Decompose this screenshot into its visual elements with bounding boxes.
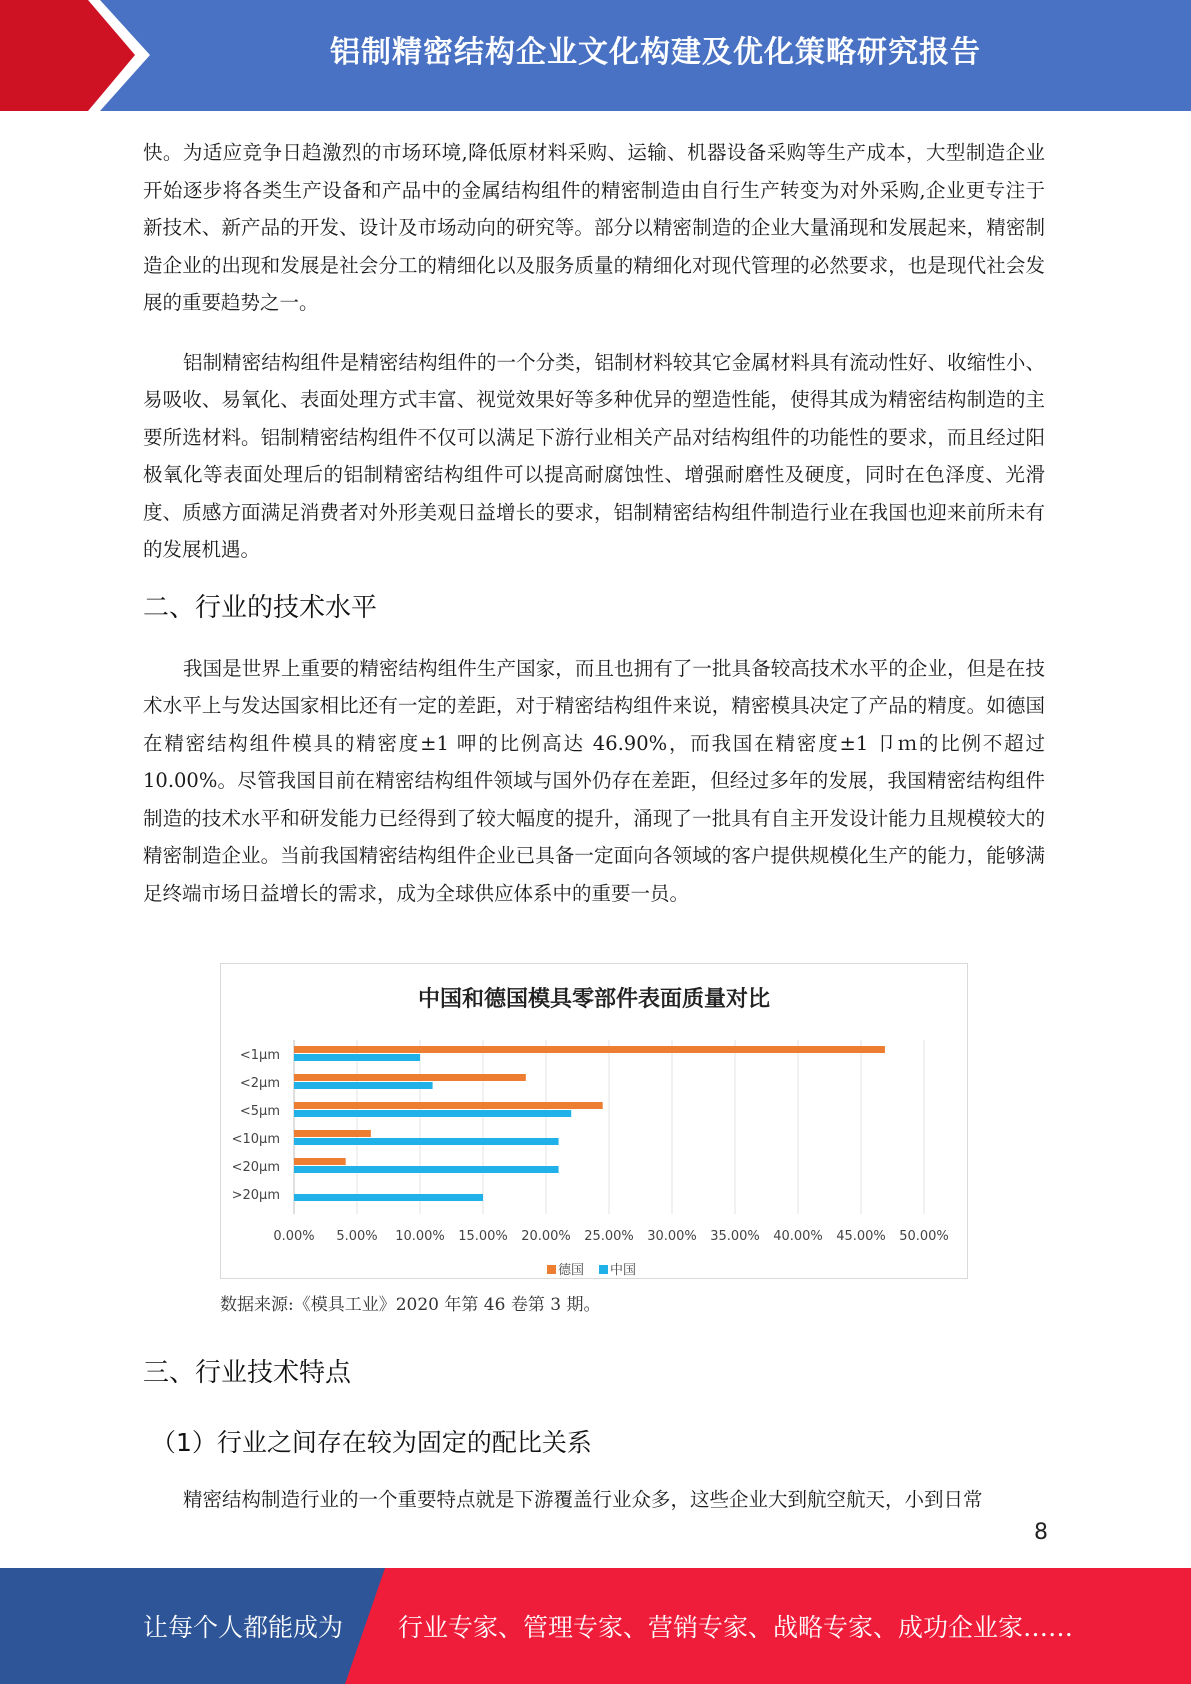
category-label: <5μm [239, 1104, 280, 1119]
bar-china [294, 1082, 433, 1089]
legend-label: 中国 [610, 1263, 637, 1278]
x-tick-label: 10.00% [395, 1229, 445, 1244]
x-tick-label: 5.00% [336, 1229, 378, 1244]
category-label: <10μm [231, 1132, 280, 1147]
legend-swatch [547, 1265, 556, 1274]
category-label: <20μm [231, 1160, 280, 1175]
x-tick-label: 15.00% [458, 1229, 508, 1244]
paragraph-tech-level: 我国是世界上重要的精密结构组件生产国家，而且也拥有了一批具备较高技术水平的企业，但是在技术水平上与发达国家相比还有一定的差距，对于精密结构组件来说，精密模具决定了产品的精度。如德国在精密结构组件模具的精密度±1 呷的比例高达 46.90%，而我国在精密度±1 卩ｍ的比例不超过 10.00%。尽管我国目前在精密结构组件领域与国外仍存在差距，但经过多年的发展，我国精密结构组件制造的技术水平和研发能力已经得到了较大幅度的提升，涌现了一批具有自主开发设计能力且规模较大的精密制造企业。当前我国精密结构组件企业已具备一定面向各领域的客户提供规模化生产的能力，能够满足终端市场日益增长的需求，成为全球供应体系中的重要一员。 [143, 656, 1045, 905]
bar-germany [294, 1046, 885, 1053]
category-label: <2μm [239, 1076, 280, 1091]
bar-china [294, 1110, 571, 1117]
category-label: <1μm [239, 1048, 280, 1063]
page-content [143, 134, 1045, 912]
x-tick-label: 30.00% [647, 1229, 697, 1244]
x-tick-label: 0.00% [273, 1229, 315, 1244]
page-footer [0, 1568, 1191, 1684]
bar-germany [294, 1130, 371, 1137]
bar-china [294, 1166, 559, 1173]
bar-germany [294, 1102, 603, 1109]
bar-germany [294, 1158, 346, 1165]
section-heading-tech-level: 二、行业的技术水平 [143, 592, 378, 623]
section-heading-tech-features: 三、行业技术特点 [143, 1358, 352, 1388]
bar-germany [294, 1074, 526, 1081]
legend-swatch [599, 1265, 608, 1274]
x-tick-label: 40.00% [773, 1229, 823, 1244]
bar-china [294, 1194, 483, 1201]
category-label: >20μm [231, 1188, 280, 1203]
bar-chart [220, 963, 968, 1279]
page-number: 8 [1034, 1520, 1048, 1545]
footer-slogan-left: 让每个人都能成为 [143, 1613, 344, 1642]
legend-label: 德国 [558, 1263, 585, 1278]
document-title: 铝制精密结构企业文化构建及优化策略研究报告 [330, 35, 981, 70]
x-tick-label: 35.00% [710, 1229, 760, 1244]
footer-slogan-right: 行业专家、管理专家、营销专家、战略专家、成功企业家…… [398, 1613, 1074, 1642]
bar-china [294, 1138, 559, 1145]
bar-china [294, 1054, 420, 1061]
x-tick-label: 20.00% [521, 1229, 571, 1244]
x-tick-label: 50.00% [899, 1229, 949, 1244]
chart-title: 中国和德国模具零部件表面质量对比 [417, 987, 770, 1012]
chart-plot [221, 964, 967, 1278]
x-tick-label: 45.00% [836, 1229, 886, 1244]
subsection-heading-ratio: （1）行业之间存在较为固定的配比关系 [151, 1428, 592, 1457]
paragraph-intro-continued: 快。为适应竞争日趋激烈的市场环境,降低原材料采购、运输、机器设备采购等生产成本，大型制造企业开始逐步将各类生产设备和产品中的金属结构组件的精密制造由自行生产转变为对外采购,企业更专注于新技术、新产品的开发、设计及市场动向的研究等。部分以精密制造的企业大量涌现和发展起来，精密制造企业的出现和发展是社会分工的精细化以及服务质量的精细化对现代管理的必然要求，也是现代社会发展的重要趋势之一。 [143, 141, 1045, 314]
x-tick-label: 25.00% [584, 1229, 634, 1244]
lower-content [143, 1352, 1045, 1519]
page-header [0, 0, 1191, 111]
paragraph-downstream: 精密结构制造行业的一个重要特点就是下游覆盖行业众多，这些企业大到航空航天，小到日常 [183, 1488, 983, 1511]
chart-source-note: 数据来源:《模具工业》2020 年第 46 卷第 3 期。 [220, 1295, 601, 1315]
paragraph-aluminum-components: 铝制精密结构组件是精密结构组件的一个分类，铝制材料较其它金属材料具有流动性好、收缩性小、易吸收、易氧化、表面处理方式丰富、视觉效果好等多种优异的塑造性能，使得其成为精密结构制造的主要所选材料。铝制精密结构组件不仅可以满足下游行业相关产品对结构组件的功能性的要求，而且经过阳极氧化等表面处理后的铝制精密结构组件可以提高耐腐蚀性、增强耐磨性及硬度，同时在色泽度、光滑度、质感方面满足消费者对外形美观日益增长的要求，铝制精密结构组件制造行业在我国也迎来前所未有的发展机遇。 [143, 350, 1045, 561]
